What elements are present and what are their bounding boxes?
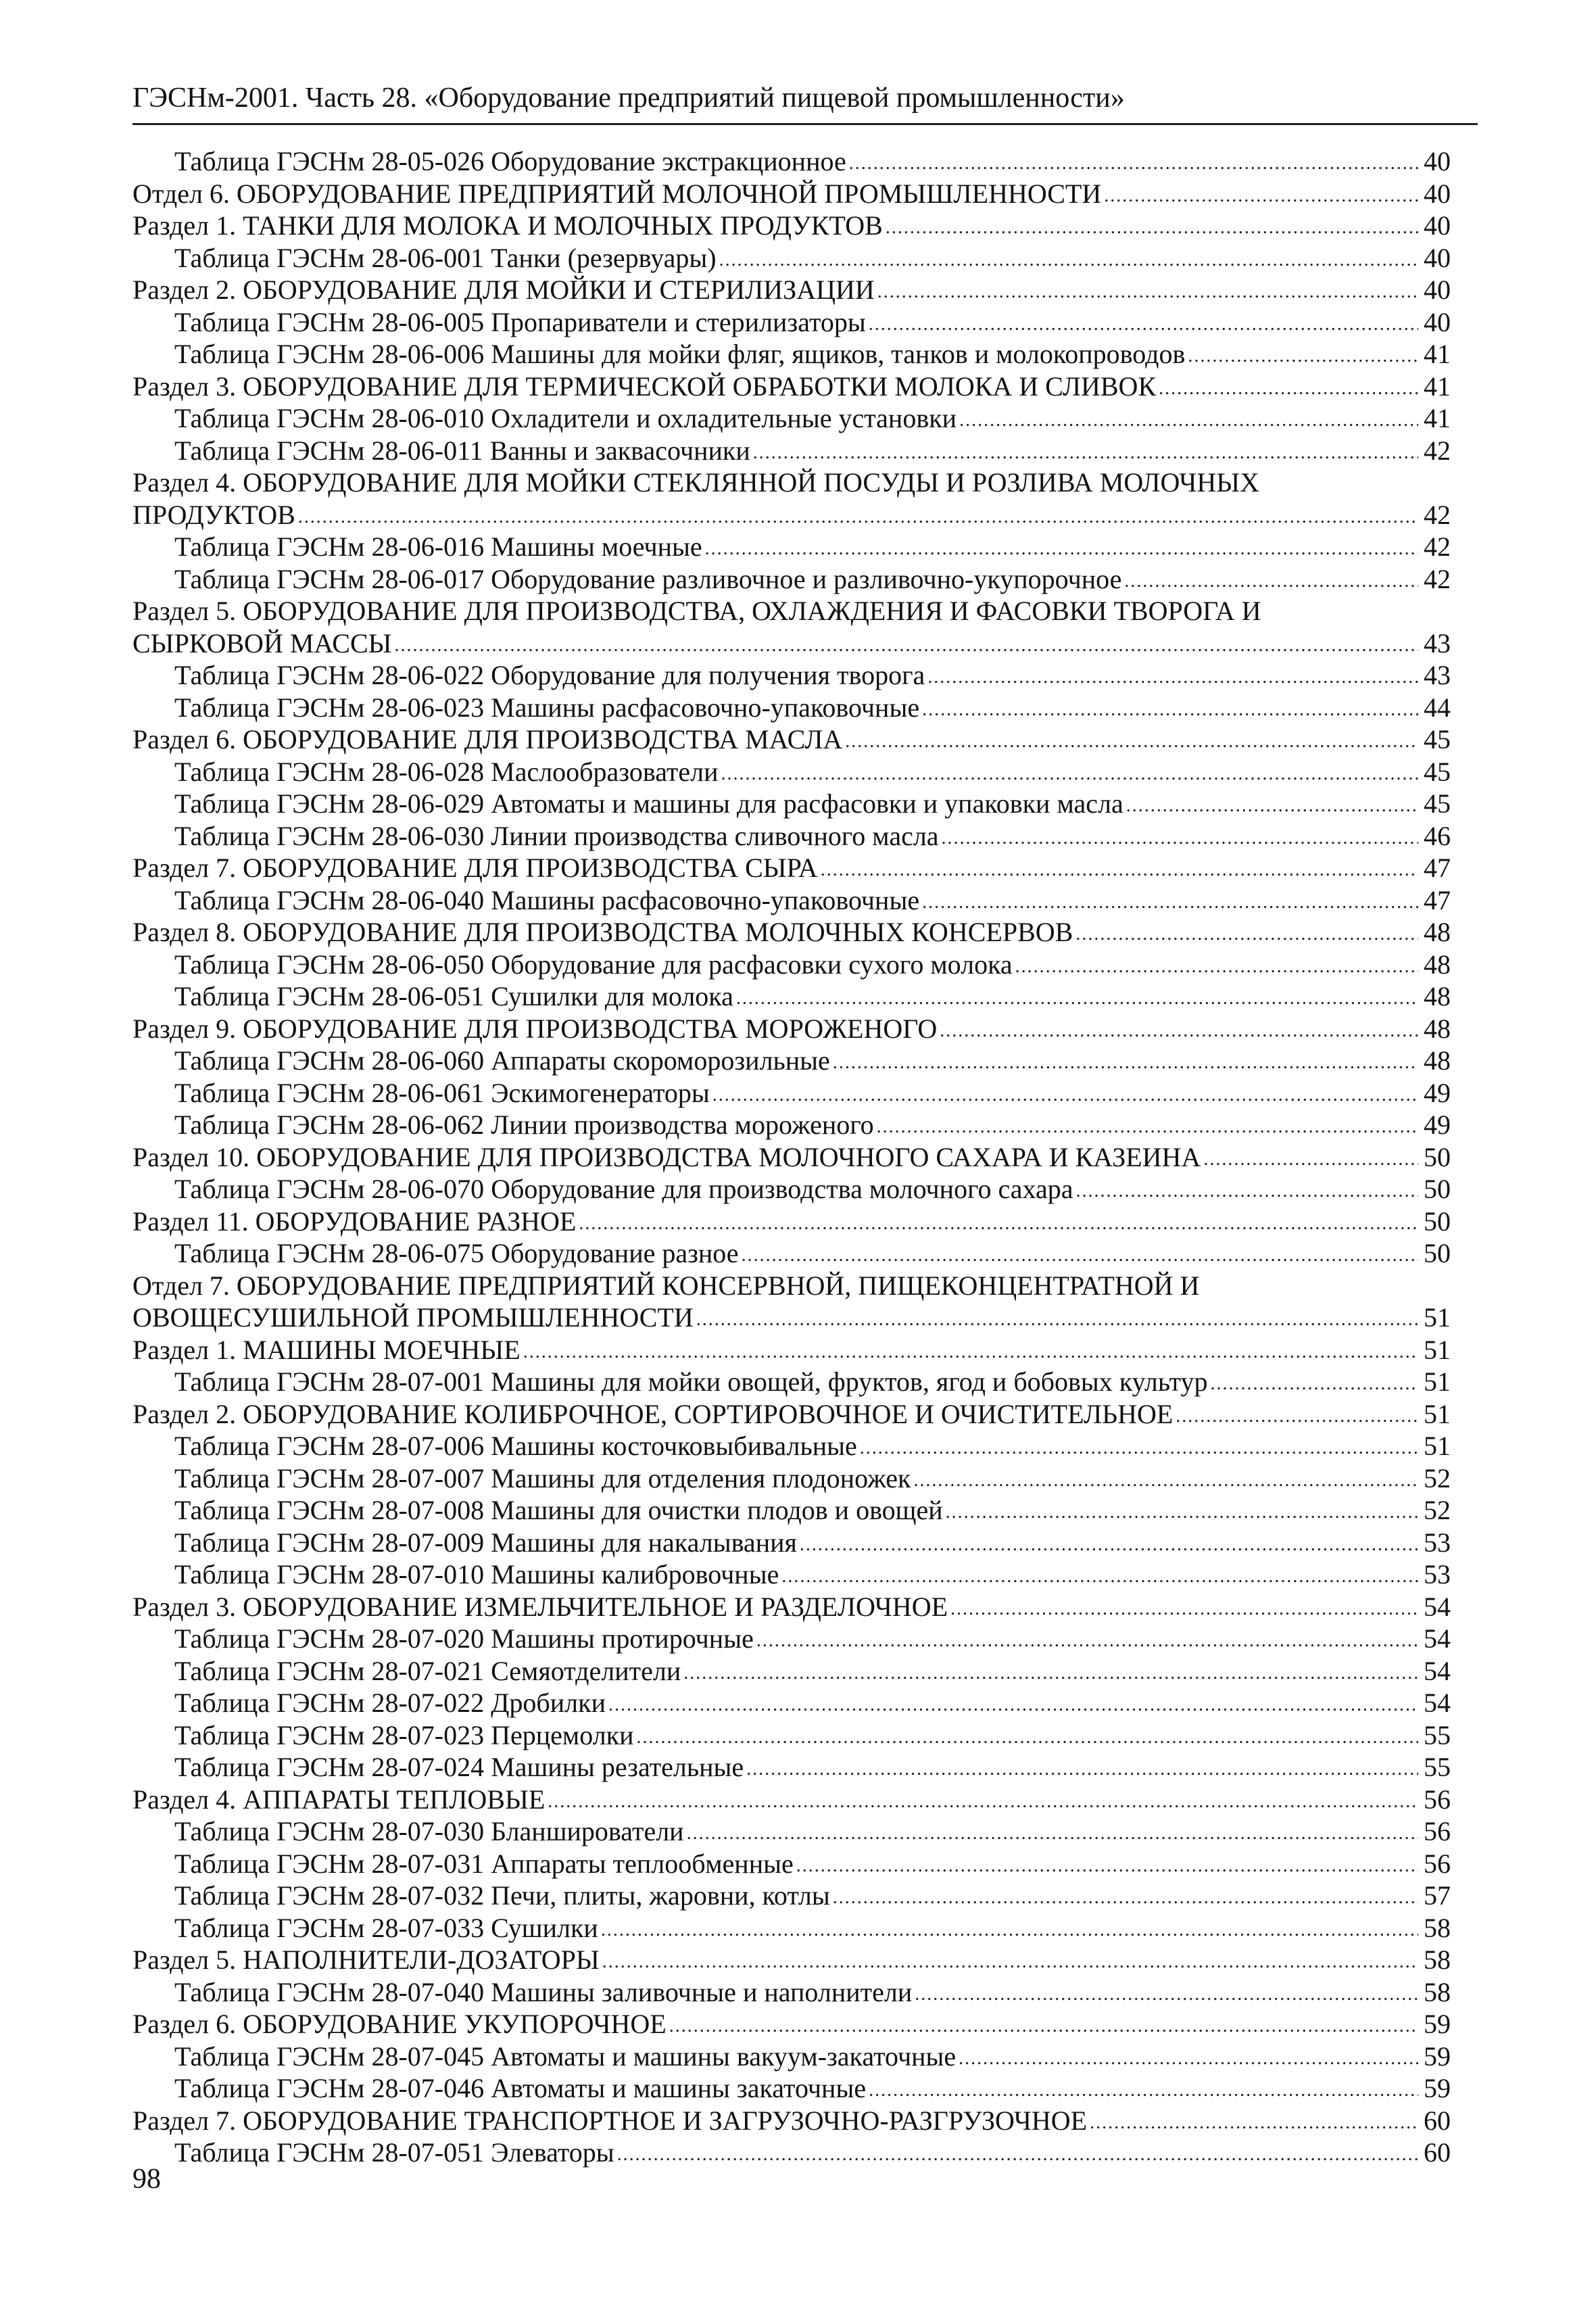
toc-entry-title: Таблица ГЭСНм 28-07-032 Печи, плиты, жаровни, котлы: [174, 1880, 830, 1911]
toc-table-entry: [132, 435, 1451, 467]
toc-section-entry: [132, 499, 1451, 531]
dot-leader: [719, 241, 1418, 277]
toc-entry-title: Таблица ГЭСНм 28-06-011 Ванны и заквасочники: [174, 435, 750, 466]
toc-section-entry: [132, 178, 1451, 210]
toc-page-number: 43: [1424, 627, 1451, 659]
toc-table-entry: [132, 1655, 1451, 1688]
toc-section-entry: [132, 2105, 1451, 2137]
dot-leader: [637, 1718, 1418, 1754]
toc-entry-title: Таблица ГЭСНм 28-06-017 Оборудование разливочное и разливочно-укупорочное: [174, 563, 1122, 594]
toc-section-entry: [132, 1206, 1451, 1238]
toc-section-entry: [132, 595, 1451, 627]
toc-entry-title: Таблица ГЭСНм 28-07-051 Элеваторы: [174, 2137, 614, 2168]
toc-section-entry: [132, 210, 1451, 242]
toc-entry-title: Раздел 5. ОБОРУДОВАНИЕ ДЛЯ ПРОИЗВОДСТВА, ОХЛАЖДЕНИЯ И ФАСОВКИ ТВОРОГА И: [132, 596, 1261, 626]
toc-table-entry: [132, 1045, 1451, 1077]
toc-entry-title: СЫРКОВОЙ МАССЫ: [132, 627, 392, 659]
toc-table-entry: [132, 1751, 1451, 1784]
toc-page-number: 47: [1424, 884, 1451, 915]
toc-page-number: 60: [1424, 2137, 1451, 2168]
dot-leader: [298, 498, 1418, 533]
toc-table-entry: [132, 788, 1451, 820]
toc-table-entry: [132, 402, 1451, 435]
toc-table-entry: [132, 2072, 1451, 2105]
dot-leader: [1075, 915, 1418, 951]
toc-page-number: 50: [1424, 1238, 1451, 1268]
toc-table-entry: [132, 980, 1451, 1013]
toc-entry-title: Таблица ГЭСНм 28-07-030 Бланширователи: [174, 1816, 684, 1846]
toc-entry-title: Раздел 3. ОБОРУДОВАНИЕ ИЗМЕЛЬЧИТЕЛЬНОЕ И РАЗДЕЛОЧНОЕ: [132, 1591, 948, 1622]
dot-leader: [1124, 562, 1418, 598]
dot-leader: [833, 1043, 1418, 1079]
toc-page-number: 59: [1424, 2040, 1451, 2072]
toc-table-entry: [132, 692, 1451, 724]
toc-page-number: 51: [1424, 1334, 1451, 1365]
toc-page-number: 58: [1424, 1912, 1451, 1943]
toc-section-entry: [132, 467, 1451, 499]
toc-table-entry: [132, 1976, 1451, 2009]
toc-section-entry: [132, 1302, 1451, 1334]
dot-leader: [687, 1814, 1418, 1850]
toc-page-number: 56: [1424, 1784, 1451, 1815]
toc-page-number: 45: [1424, 788, 1451, 819]
toc-table-entry: [132, 1880, 1451, 1912]
toc-entry-title: Таблица ГЭСНм 28-07-006 Машины косточковыбивальные: [174, 1431, 857, 1461]
toc-table-entry: [132, 884, 1451, 917]
toc-page-number: 51: [1424, 1366, 1451, 1397]
toc-entry-title: Таблица ГЭСНм 28-07-040 Машины заливочные и наполнители: [174, 1976, 913, 2007]
toc-entry-title: Раздел 7. ОБОРУДОВАНИЕ ТРАНСПОРТНОЕ И ЗАГРУЗОЧНО-РАЗГРУЗОЧНОЕ: [132, 2105, 1088, 2136]
dot-leader: [877, 272, 1418, 308]
toc-section-entry: [132, 1784, 1451, 1816]
toc-page-number: 54: [1424, 1623, 1451, 1654]
dot-leader: [1090, 2103, 1418, 2139]
toc-page-number: 50: [1424, 1141, 1451, 1172]
toc-page-number: 49: [1424, 1077, 1451, 1108]
toc-table-entry: [132, 1558, 1451, 1591]
toc-entry-title: Таблица ГЭСНм 28-07-020 Машины протирочные: [174, 1623, 754, 1654]
dot-leader: [523, 1333, 1418, 1368]
toc-page-number: 42: [1424, 563, 1451, 594]
dot-leader: [602, 1942, 1418, 1978]
toc-page-number: 59: [1424, 2009, 1451, 2039]
toc-table-entry: [132, 1687, 1451, 1719]
dot-leader: [579, 1204, 1418, 1240]
toc-entry-title: Раздел 6. ОБОРУДОВАНИЕ ДЛЯ ПРОИЗВОДСТВА МАСЛА: [132, 724, 843, 755]
dot-leader: [877, 1107, 1418, 1143]
toc-page-number: 40: [1424, 146, 1451, 176]
toc-entry-title: Раздел 5. НАПОЛНИТЕЛИ-ДОЗАТОРЫ: [132, 1944, 600, 1975]
page-number: 98: [132, 2164, 161, 2195]
toc-entry-title: Раздел 2. ОБОРУДОВАНИЕ КОЛИБРОЧНОЕ, СОРТИРОВОЧНОЕ И ОЧИСТИТЕЛЬНОЕ: [132, 1398, 1174, 1429]
toc-page-number: 59: [1424, 2073, 1451, 2103]
toc-entry-title: Таблица ГЭСНм 28-06-029 Автоматы и машины для расфасовки и упаковки масла: [174, 788, 1123, 819]
toc-table-entry: [132, 2137, 1451, 2169]
toc-section-entry: [132, 1141, 1451, 1174]
dot-leader: [845, 722, 1418, 758]
toc-entry-title: ПРОДУКТОВ: [132, 499, 295, 530]
toc-page-number: 50: [1424, 1174, 1451, 1204]
toc-section-entry: [132, 627, 1451, 660]
toc-table-entry: [132, 563, 1451, 596]
toc-section-entry: [132, 2008, 1451, 2040]
running-header: [132, 81, 1478, 125]
dot-leader: [548, 1782, 1418, 1818]
toc-table-entry: [132, 1848, 1451, 1880]
dot-leader: [712, 1076, 1418, 1112]
toc-table-entry: [132, 242, 1451, 275]
dot-leader: [1203, 1140, 1418, 1176]
dot-leader: [1015, 947, 1418, 983]
toc-page-number: 50: [1424, 1206, 1451, 1237]
toc-entry-title: Раздел 7. ОБОРУДОВАНИЕ ДЛЯ ПРОИЗВОДСТВА СЫРА: [132, 853, 818, 883]
toc-entry-title: Таблица ГЭСНм 28-06-005 Пропариватели и стерилизаторы: [174, 306, 866, 337]
dot-leader: [753, 433, 1418, 469]
dot-leader: [833, 1878, 1418, 1914]
dot-leader: [1104, 176, 1418, 212]
toc-entry-title: Таблица ГЭСНм 28-05-026 Оборудование экстракционное: [174, 146, 846, 176]
toc-page-number: 55: [1424, 1752, 1451, 1782]
dot-leader: [1126, 786, 1418, 822]
toc-page-number: 42: [1424, 435, 1451, 466]
toc-page-number: 51: [1424, 1431, 1451, 1461]
toc-page-number: 53: [1424, 1527, 1451, 1558]
dot-leader: [950, 1590, 1418, 1625]
toc-entry-title: Таблица ГЭСНм 28-07-007 Машины для отделения плодоножек: [174, 1462, 911, 1494]
dot-leader: [1176, 1397, 1418, 1433]
toc-page-number: 42: [1424, 531, 1451, 562]
toc-section-entry: [132, 723, 1451, 756]
toc-table-entry: [132, 756, 1451, 788]
toc-page-number: 48: [1424, 949, 1451, 980]
toc-table-entry: [132, 1815, 1451, 1848]
toc-entry-title: Отдел 7. ОБОРУДОВАНИЕ ПРЕДПРИЯТИЙ КОНСЕРВНОЙ, ПИЩЕКОНЦЕНТРАТНОЙ И: [132, 1270, 1200, 1301]
toc-entry-title: Таблица ГЭСНм 28-06-040 Машины расфасовочно-упаковочные: [174, 884, 920, 915]
toc-page-number: 47: [1424, 853, 1451, 883]
toc-table-entry: [132, 1494, 1451, 1527]
dot-leader: [869, 2071, 1418, 2107]
toc-page-number: 40: [1424, 275, 1451, 305]
toc-table-entry: [132, 145, 1451, 178]
toc-page-number: 41: [1424, 339, 1451, 369]
toc-page-number: 54: [1424, 1688, 1451, 1718]
toc-entry-title: Таблица ГЭСНм 28-07-010 Машины калибровочные: [174, 1559, 779, 1590]
dot-leader: [1211, 1364, 1418, 1400]
dot-leader: [721, 755, 1418, 790]
toc-page-number: 45: [1424, 756, 1451, 787]
toc-entry-title: Таблица ГЭСНм 28-06-010 Охладители и охладительные установки: [174, 403, 957, 433]
toc-entry-title: Таблица ГЭСНм 28-07-024 Машины резательные: [174, 1752, 744, 1782]
toc-table-entry: [132, 1077, 1451, 1109]
toc-entry-title: Таблица ГЭСНм 28-06-028 Маслообразователи: [174, 756, 719, 787]
toc-page-number: 42: [1424, 499, 1451, 530]
toc-page-number: 40: [1424, 210, 1451, 241]
toc-entry-title: Таблица ГЭСНм 28-07-046 Автоматы и машины закаточные: [174, 2073, 867, 2103]
toc-table-entry: [132, 1109, 1451, 1141]
dot-leader: [705, 529, 1418, 565]
toc-entry-title: Раздел 10. ОБОРУДОВАНИЕ ДЛЯ ПРОИЗВОДСТВА МОЛОЧНОГО САХАРА И КАЗЕИНА: [132, 1141, 1201, 1172]
dot-leader: [796, 1846, 1418, 1882]
toc-page-number: 48: [1424, 1045, 1451, 1076]
toc-page-number: 41: [1424, 403, 1451, 433]
toc-entry-title: Таблица ГЭСНм 28-07-023 Перцемолки: [174, 1719, 634, 1750]
dot-leader: [1159, 369, 1418, 405]
toc-entry-title: Таблица ГЭСНм 28-07-022 Дробилки: [174, 1688, 606, 1718]
toc-section-entry: [132, 1334, 1451, 1366]
toc-table-entry: [132, 1462, 1451, 1495]
dot-leader: [922, 690, 1418, 726]
dot-leader: [781, 1557, 1418, 1593]
toc-entry-title: Таблица ГЭСНм 28-07-045 Автоматы и машины вакуум-закаточные: [174, 2040, 957, 2072]
toc-table-entry: [132, 1527, 1451, 1559]
toc-entry-title: Таблица ГЭСНм 28-07-001 Машины для мойки овощей, фруктов, ягод и бобовых культур: [174, 1366, 1208, 1397]
dot-leader: [736, 979, 1418, 1015]
toc-entry-title: Таблица ГЭСНм 28-06-006 Машины для мойки фляг, ящиков, танков и молокопроводов: [174, 339, 1186, 369]
toc-page-number: 56: [1424, 1816, 1451, 1846]
toc-section-entry: [132, 371, 1451, 403]
toc-table-entry: [132, 2040, 1451, 2073]
toc-page-number: 56: [1424, 1848, 1451, 1879]
toc-table-entry: [132, 306, 1451, 339]
toc-entry-title: Отдел 6. ОБОРУДОВАНИЕ ПРЕДПРИЯТИЙ МОЛОЧНОЙ ПРОМЫШЛЕННОСТИ: [132, 178, 1102, 209]
dot-leader: [915, 1975, 1418, 2011]
toc-page-number: 54: [1424, 1655, 1451, 1686]
dot-leader: [849, 144, 1418, 180]
toc-page-number: 45: [1424, 724, 1451, 755]
toc-page-number: 44: [1424, 692, 1451, 723]
table-of-contents: [132, 145, 1451, 2169]
toc-entry-title: Таблица ГЭСНм 28-07-009 Машины для накалывания: [174, 1527, 797, 1558]
toc-table-entry: [132, 659, 1451, 692]
toc-entry-title: Таблица ГЭСНм 28-06-075 Оборудование разное: [174, 1238, 739, 1268]
dot-leader: [395, 626, 1418, 662]
toc-page-number: 51: [1424, 1302, 1451, 1333]
toc-section-entry: [132, 274, 1451, 306]
dot-leader: [1075, 1172, 1418, 1208]
toc-entry-title: Таблица ГЭСНм 28-06-016 Машины моечные: [174, 531, 702, 562]
toc-entry-title: Раздел 3. ОБОРУДОВАНИЕ ДЛЯ ТЕРМИЧЕСКОЙ ОБРАБОТКИ МОЛОКА И СЛИВОК: [132, 371, 1157, 402]
toc-table-entry: [132, 531, 1451, 563]
dot-leader: [746, 1750, 1418, 1786]
toc-entry-title: Таблица ГЭСНм 28-06-001 Танки (резервуары): [174, 242, 717, 273]
toc-entry-title: Таблица ГЭСНм 28-06-061 Эскимогенераторы: [174, 1077, 710, 1108]
dot-leader: [669, 2007, 1418, 2043]
toc-table-entry: [132, 949, 1451, 981]
toc-entry-title: Раздел 2. ОБОРУДОВАНИЕ ДЛЯ МОЙКИ И СТЕРИЛИЗАЦИИ: [132, 275, 875, 305]
toc-section-entry: [132, 1398, 1451, 1431]
dot-leader: [742, 1236, 1418, 1272]
toc-page-number: 55: [1424, 1719, 1451, 1750]
toc-table-entry: [132, 1912, 1451, 1944]
toc-entry-title: Таблица ГЭСНм 28-06-062 Линии производства мороженого: [174, 1109, 874, 1140]
toc-entry-title: Раздел 6. ОБОРУДОВАНИЕ УКУПОРОЧНОЕ: [132, 2009, 667, 2039]
toc-entry-title: Таблица ГЭСНм 28-06-030 Линии производства сливочного масла: [174, 820, 939, 851]
toc-entry-title: Таблица ГЭСНм 28-07-021 Семяотделители: [174, 1655, 681, 1686]
dot-leader: [946, 1493, 1418, 1529]
toc-entry-title: Раздел 9. ОБОРУДОВАНИЕ ДЛЯ ПРОИЗВОДСТВА МОРОЖЕНОГО: [132, 1013, 938, 1044]
toc-entry-title: Таблица ГЭСНм 28-06-051 Сушилки для молока: [174, 981, 733, 1011]
dot-leader: [922, 883, 1418, 919]
toc-page-number: 58: [1424, 1944, 1451, 1975]
toc-entry-title: Таблица ГЭСНм 28-06-070 Оборудование для производства молочного сахара: [174, 1174, 1073, 1204]
toc-page-number: 40: [1424, 306, 1451, 337]
toc-entry-title: Таблица ГЭСНм 28-07-033 Сушилки: [174, 1912, 598, 1943]
toc-entry-title: Раздел 11. ОБОРУДОВАНИЕ РАЗНОЕ: [132, 1206, 577, 1237]
toc-page-number: 52: [1424, 1495, 1451, 1525]
dot-leader: [869, 305, 1418, 341]
toc-page-number: 58: [1424, 1976, 1451, 2007]
toc-page-number: 48: [1424, 981, 1451, 1011]
toc-section-entry: [132, 1591, 1451, 1623]
dot-leader: [608, 1686, 1418, 1721]
toc-table-entry: [132, 338, 1451, 371]
toc-entry-title: Таблица ГЭСНм 28-06-050 Оборудование для расфасовки сухого молока: [174, 949, 1013, 980]
dot-leader: [800, 1525, 1418, 1561]
toc-entry-title: Раздел 1. МАШИНЫ МОЕЧНЫЕ: [132, 1334, 521, 1365]
toc-page-number: 60: [1424, 2105, 1451, 2136]
toc-table-entry: [132, 1623, 1451, 1655]
dot-leader: [821, 851, 1418, 886]
dot-leader: [940, 1011, 1418, 1047]
toc-entry-title: Таблица ГЭСНм 28-07-008 Машины для очистки плодов и овощей: [174, 1495, 943, 1525]
toc-entry-title: Таблица ГЭСНм 28-06-023 Машины расфасовочно-упаковочные: [174, 692, 920, 723]
toc-table-entry: [132, 1173, 1451, 1206]
toc-page-number: 41: [1424, 371, 1451, 402]
toc-table-entry: [132, 1366, 1451, 1398]
toc-section-entry: [132, 852, 1451, 884]
toc-section-entry: [132, 1944, 1451, 1976]
dot-leader: [959, 401, 1418, 437]
toc-entry-title: Таблица ГЭСНм 28-06-022 Оборудование для получения творога: [174, 660, 925, 690]
dot-leader: [927, 658, 1418, 694]
toc-page-number: 51: [1424, 1398, 1451, 1429]
toc-page-number: 49: [1424, 1109, 1451, 1140]
toc-section-entry: [132, 916, 1451, 949]
toc-page-number: 40: [1424, 178, 1451, 209]
dot-leader: [696, 1300, 1418, 1336]
toc-table-entry: [132, 1719, 1451, 1752]
toc-entry-title: ОВОЩЕСУШИЛЬНОЙ ПРОМЫШЛЕННОСТИ: [132, 1302, 694, 1333]
toc-page-number: 53: [1424, 1559, 1451, 1590]
dot-leader: [942, 819, 1418, 855]
toc-table-entry: [132, 820, 1451, 853]
toc-page-number: 54: [1424, 1591, 1451, 1622]
dot-leader: [1188, 337, 1418, 373]
toc-page-number: 48: [1424, 917, 1451, 947]
dot-leader: [959, 2039, 1418, 2075]
toc-page-number: 46: [1424, 820, 1451, 851]
toc-page-number: 40: [1424, 242, 1451, 273]
toc-table-entry: [132, 1430, 1451, 1462]
toc-entry-title: Раздел 4. ОБОРУДОВАНИЕ ДЛЯ МОЙКИ СТЕКЛЯННОЙ ПОСУДЫ И РОЗЛИВА МОЛОЧНЫХ: [132, 467, 1259, 498]
dot-leader: [756, 1621, 1418, 1657]
running-title: ГЭСНм-2001. Часть 28. «Оборудование предприятий пищевой промышленности»: [132, 82, 1125, 114]
toc-entry-title: Раздел 8. ОБОРУДОВАНИЕ ДЛЯ ПРОИЗВОДСТВА МОЛОЧНЫХ КОНСЕРВОВ: [132, 917, 1073, 947]
toc-page-number: 57: [1424, 1880, 1451, 1911]
dot-leader: [860, 1429, 1418, 1464]
toc-entry-title: Раздел 1. ТАНКИ ДЛЯ МОЛОКА И МОЛОЧНЫХ ПРОДУКТОВ: [132, 210, 883, 241]
toc-entry-title: Таблица ГЭСНм 28-06-060 Аппараты скороморозильные: [174, 1045, 830, 1076]
toc-entry-title: Раздел 4. АППАРАТЫ ТЕПЛОВЫЕ: [132, 1784, 546, 1815]
toc-table-entry: [132, 1237, 1451, 1270]
dot-leader: [683, 1654, 1418, 1690]
toc-page-number: 52: [1424, 1462, 1451, 1494]
dot-leader: [601, 1911, 1418, 1947]
toc-page-number: 48: [1424, 1013, 1451, 1044]
toc-entry-title: Таблица ГЭСНм 28-07-031 Аппараты теплообменные: [174, 1848, 794, 1879]
toc-page-number: 43: [1424, 660, 1451, 690]
toc-section-entry: [132, 1270, 1451, 1302]
toc-section-entry: [132, 1013, 1451, 1045]
dot-leader: [617, 2135, 1418, 2171]
dot-leader: [886, 208, 1418, 244]
dot-leader: [913, 1461, 1418, 1497]
